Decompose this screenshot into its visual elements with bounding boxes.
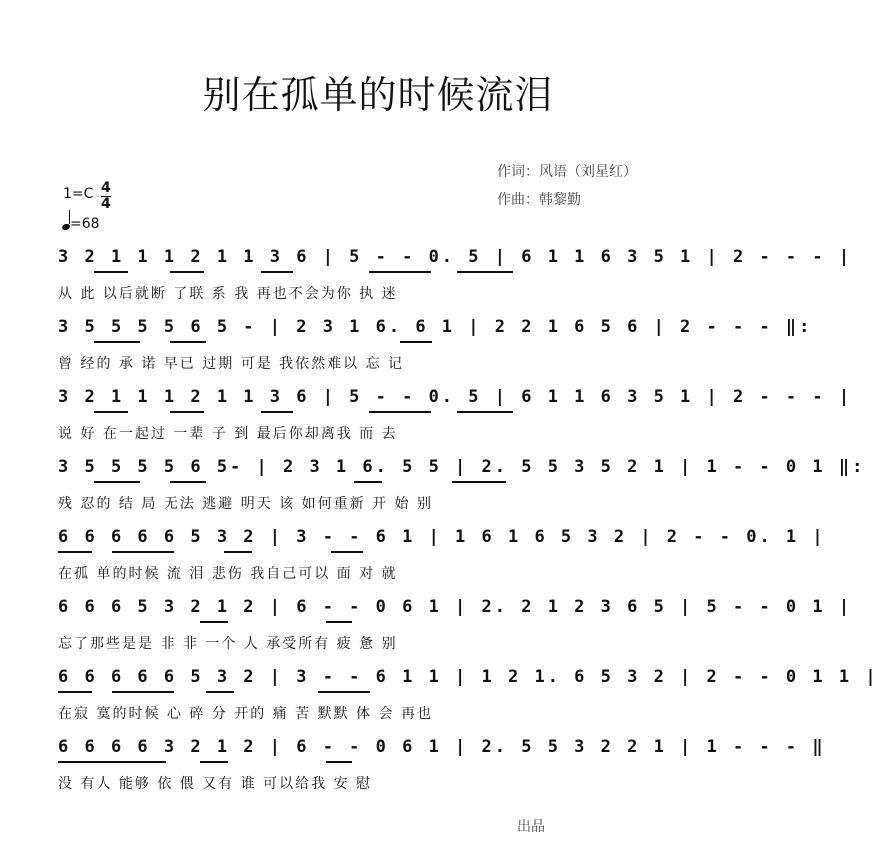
key-signature: 1=C	[63, 186, 94, 202]
beam-underline	[112, 691, 174, 693]
beam-underline	[261, 411, 293, 413]
beam-underline	[318, 691, 370, 693]
score-row	[58, 317, 813, 377]
notation-line: 3 2 1 1 1 2 1 1 3 6 | 5 - - 0. 5 | 6 1 1 6 3 5 1 | 2 - - - |	[58, 387, 853, 407]
beam-underline	[58, 551, 92, 553]
lyric-line: 曾 经的 承 诺 早已 过期 可是 我依然难以 忘 记	[58, 356, 405, 372]
notation-line: 3 2 1 1 1 2 1 1 3 6 | 5 - - 0. 5 | 6 1 1 6 3 5 1 | 2 - - - |	[58, 247, 853, 267]
score-row	[58, 597, 853, 657]
score-row	[58, 527, 826, 587]
beam-underline	[170, 481, 206, 483]
footer-mark: 出品	[517, 819, 545, 835]
lyric-line: 没 有人 能够 依 偎 又有 谁 可以给我 安 慰	[58, 776, 373, 792]
beam-underline	[58, 691, 92, 693]
beam-underline	[170, 341, 206, 343]
beam-underline	[326, 621, 352, 623]
beam-underline	[112, 551, 174, 553]
lyric-line: 从 此 以后就断 了联 系 我 再也不会为你 执 迷	[58, 286, 398, 302]
beam-underline	[200, 621, 228, 623]
tempo-marking	[62, 214, 100, 232]
beam-underline	[200, 761, 228, 763]
beam-underline	[94, 411, 128, 413]
beam-underline	[452, 481, 506, 483]
lyric-line: 忘了那些是是 非 非 一个 人 承受所有 疲 惫 别	[58, 636, 398, 652]
score-row	[58, 387, 853, 447]
tempo-value: =68	[70, 216, 100, 232]
beam-underline	[369, 271, 431, 273]
score-row	[58, 737, 826, 797]
beam-underline	[170, 271, 204, 273]
time-numerator: 4	[101, 180, 111, 196]
lyricist-credit: 作词：风语（刘星红）	[497, 164, 637, 180]
beam-underline	[94, 271, 128, 273]
beam-underline	[170, 411, 204, 413]
lyric-line: 在寂 寞的时候 心 碎 分 开的 痛 苦 默默 体 会 再也	[58, 706, 433, 722]
lyric-line: 在孤 单的时候 流 泪 悲伤 我自己可以 面 对 就	[58, 566, 398, 582]
notation-line: 3 5 5 5 5 6 5 - | 2 3 1 6. 6 1 | 2 2 1 6 5 6 | 2 - - - ‖:	[58, 317, 813, 337]
beam-underline	[457, 271, 513, 273]
composer-credit: 作曲：韩黎勤	[497, 192, 581, 208]
beam-underline	[261, 271, 293, 273]
beam-underline	[326, 761, 352, 763]
beam-underline	[94, 481, 140, 483]
time-signature	[101, 181, 111, 212]
lyric-line: 说 好 在一起过 一辈 子 到 最后你却离我 而 去	[58, 426, 398, 442]
notation-line: 3 5 5 5 5 6 5- | 2 3 1 6. 5 5 | 2. 5 5 3 5 2 1 | 1 - - 0 1 ‖:	[58, 457, 866, 477]
beam-underline	[369, 411, 431, 413]
beam-underline	[400, 341, 432, 343]
beam-underline	[224, 551, 252, 553]
score-row	[58, 457, 866, 517]
song-title: 别在孤单的时候流泪	[202, 73, 554, 117]
credits	[497, 158, 637, 214]
beam-underline	[94, 341, 140, 343]
notation-line: 6 6 6 6 6 5 3 2 | 3 - - 6 1 | 1 6 1 6 5 3 2 | 2 - - 0. 1 |	[58, 527, 826, 547]
beam-underline	[457, 411, 513, 413]
beam-underline	[58, 761, 166, 763]
note-stem	[69, 210, 70, 224]
notation-line: 6 6 6 6 6 5 3 2 | 3 - - 6 1 1 | 1 2 1. 6 5 3 2 | 2 - - 0 1 1 |	[58, 667, 879, 687]
time-denominator: 4	[101, 196, 111, 212]
lyric-line: 残 忍的 结 局 无法 逃避 明天 该 如何重新 开 始 别	[58, 496, 433, 512]
notation-line: 6 6 6 6 3 2 1 2 | 6 - - 0 6 1 | 2. 5 5 3 2 2 1 | 1 - - - ‖	[58, 737, 826, 757]
notation-line: 6 6 6 5 3 2 1 2 | 6 - - 0 6 1 | 2. 2 1 2 3 6 5 | 5 - - 0 1 |	[58, 597, 853, 617]
beam-underline	[354, 481, 382, 483]
beam-underline	[331, 551, 363, 553]
score-row	[58, 247, 853, 307]
beam-underline	[206, 691, 234, 693]
score-row	[58, 667, 879, 727]
